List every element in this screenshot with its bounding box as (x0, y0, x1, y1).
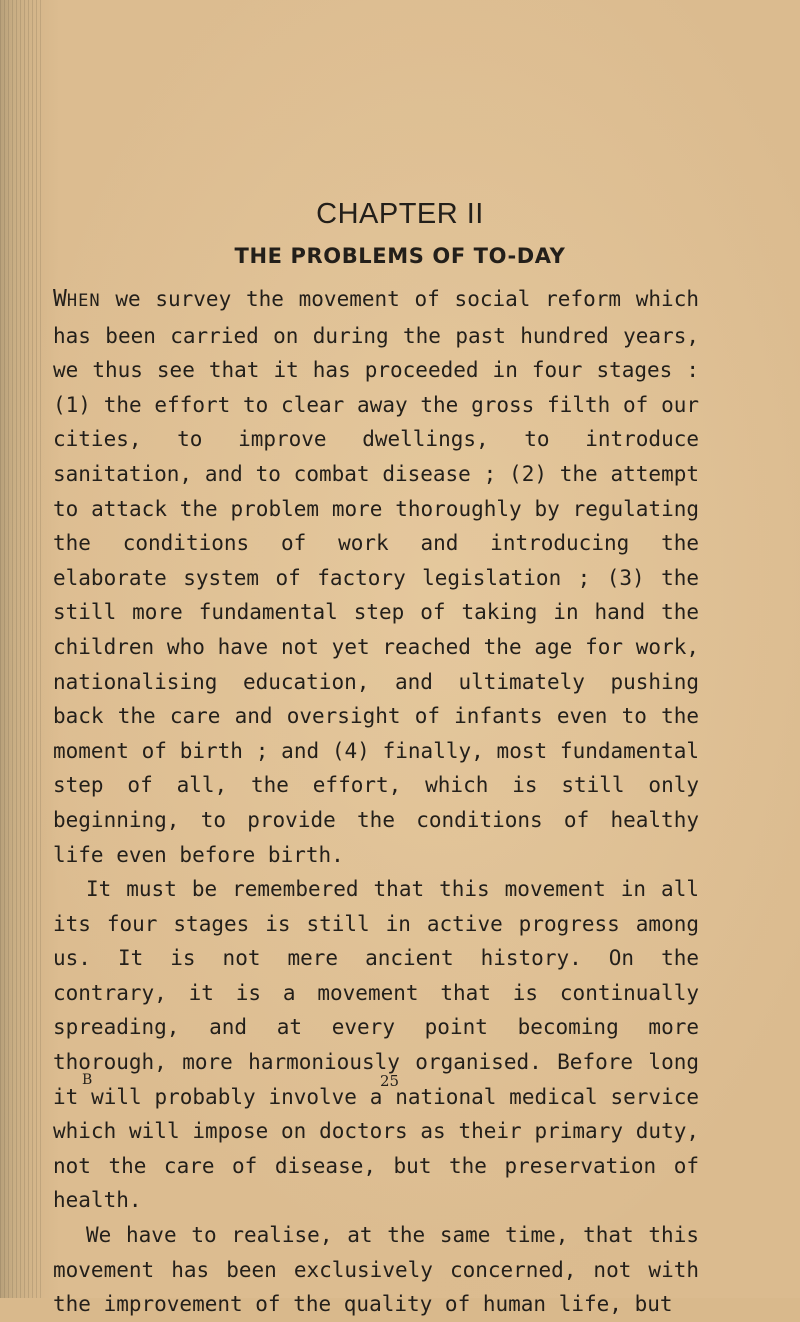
binding-gutter (0, 0, 42, 1298)
paragraph-3: We have to realise, at the same time, that this movement has been exclusively concerned, not with the improvement of the quality of human life, but (53, 1223, 699, 1317)
page-number: 25 (380, 1072, 400, 1090)
paragraph-1-text: we survey the movement of social reform which has been carried on during the past hundred years, we thus see that it has proceeded in four stages : (1) the effort to clear away the gross filth of our cities, to improve dwellings, to introduce sanitation, and to combat disease ; (2) the attempt to attack the problem more thoroughly by regulating the conditions of work and introducing the elaborate system of factory legislation ; (3) the still more fundamental step of taking in hand the children who have not yet reached the age for work, nationalising education, and ultimately pushing back the care and oversight of infants even to the moment of birth ; and (4) finally, most fundamental step of all, the effort, which is still only beginning, to provide the conditions of healthy life even before birth. (53, 287, 699, 867)
opening-letter: W (53, 286, 67, 312)
paragraph-1 (53, 282, 699, 872)
opening-small-caps: HEN (66, 291, 101, 311)
chapter-label: CHAPTER II (316, 198, 484, 230)
signature-mark: B (82, 1072, 93, 1088)
paragraph-2: It must be remembered that this movement in all its four stages is still in active progress among us. It is not mere ancient history. On the contrary, it is a movement that is continually spreading, and at every point becoming more thorough, more harmoniously organised. Before long it will probably involve a national medical service which will impose on doctors as their primary duty, not the care of disease, but the preservation of health. (53, 877, 699, 1213)
body-text (53, 282, 699, 1322)
chapter-title: THE PROBLEMS OF TO-DAY (234, 244, 566, 268)
